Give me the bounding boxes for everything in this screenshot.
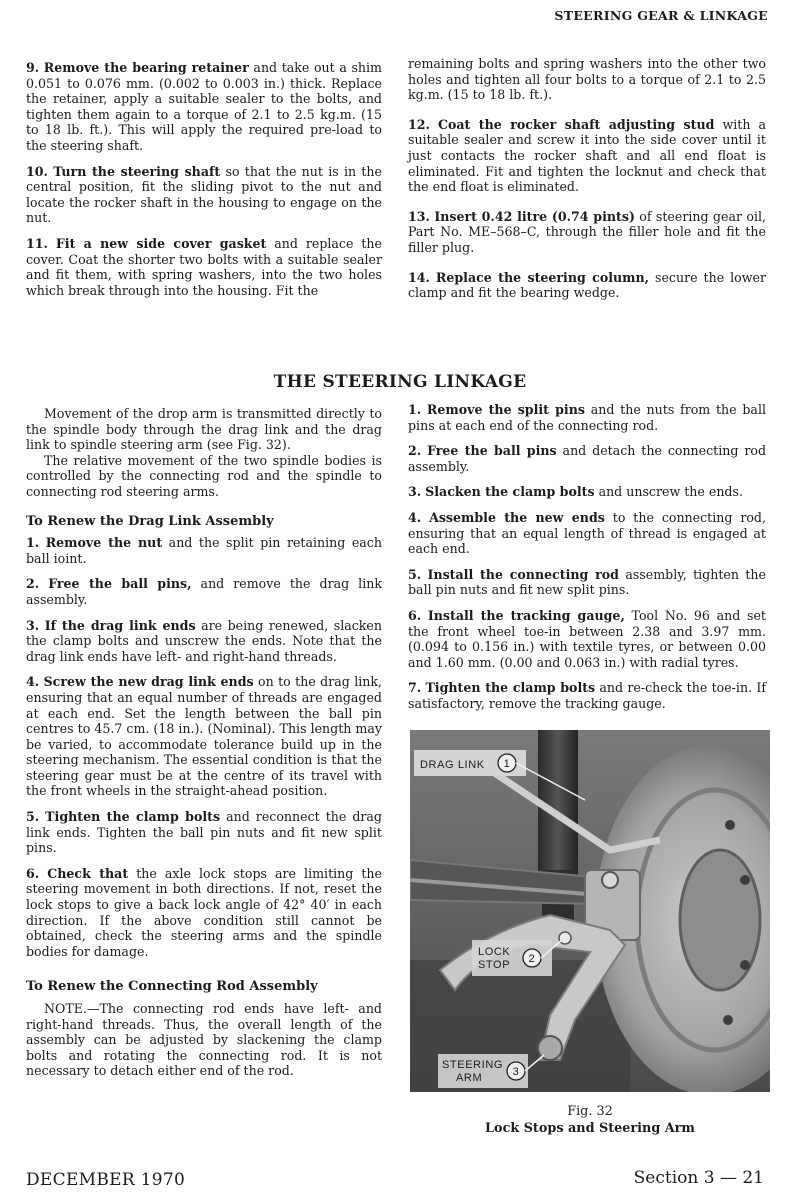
figure-number: Fig. 32 bbox=[567, 1104, 613, 1119]
callout-lock-stop-label-1: LOCK bbox=[478, 946, 511, 958]
step-13: 13. Insert 0.42 litre (0.74 pints) of steering gear oil, Part No. ME–568–C, through the filler hole and fit the filler plug. bbox=[408, 208, 766, 255]
callout-drag-link-label: DRAG LINK bbox=[420, 759, 485, 771]
connecting-rod-step-4: 4. Assemble the new ends to the connecting rod, ensuring that an equal length of thread is engaged at each end. bbox=[408, 509, 767, 557]
connecting-rod-step-5: 5. Install the connecting rod assembly, tighten the ball pin nuts and fit new split pins. bbox=[408, 566, 766, 598]
wheel-stud-2 bbox=[740, 875, 750, 885]
lock-stop-bolt bbox=[559, 932, 571, 944]
connecting-rod-step-6: 6. Install the tracking gauge, Tool No. 96 and set the front wheel toe-in between 2.38 and 3.97 mm. (0.094 to 0.156 in.) with textile tyres, or between 0.00 and 1.60 mm. (0.00 and 0.063 in.) with radial tyres. bbox=[408, 607, 766, 670]
step-10: 10. Turn the steering shaft so that the nut is in the central position, fit the sliding pivot to the nut and locate the rocker shaft in the housing to engage on the nut. bbox=[26, 163, 382, 226]
callout-lock-stop-label-2: STOP bbox=[478, 959, 511, 971]
footer-date: DECEMBER 1970 bbox=[26, 1170, 186, 1190]
callout-steering-arm-label-2: ARM bbox=[456, 1072, 483, 1084]
drag-link-step-5: 5. Tighten the clamp bolts and reconnect the drag link ends. Tighten the ball pin nuts and fit new split pins. bbox=[26, 809, 382, 856]
figure-32-photo bbox=[410, 730, 770, 1092]
drag-link-step-6: 6. Check that the axle lock stops are limiting the steering movement in both directions. If not, reset the lock stops to give a back lock angle of 42° 40′ in each direction. If the above condition still cannot be obtained, check the steering arms and the spindle bodies for damage. bbox=[26, 865, 382, 959]
callout-1-number: 1 bbox=[503, 758, 511, 770]
footer-section: Section 3 — 21 bbox=[633, 1168, 764, 1188]
drag-link-step-3: 3. If the drag link ends are being renewed, slacken the clamp bolts and unscrew the ends. Note that the drag link ends have left- and right-hand threads. bbox=[26, 617, 382, 664]
step-12: 12. Coat the rocker shaft adjusting stud with a suitable sealer and screw it into the side cover until it just contacts the rocker shaft and all end float is eliminated. Fit and tighten the locknut and check that the end float is eliminated. bbox=[408, 116, 766, 195]
connecting-rod-step-3: 3. Slacken the clamp bolts and unscrew the ends. bbox=[408, 484, 743, 500]
connecting-rod-step-7: 7. Tighten the clamp bolts and re-check the toe-in. If satisfactory, remove the tracking gauge. bbox=[408, 680, 766, 711]
step-11-continuation: remaining bolts and spring washers into the other two holes and tighten all four bolts to a torque of 2.1 to 2.5 kg.m. (15 to 18 lb. ft.). bbox=[408, 56, 766, 103]
drag-link-step-4: 4. Screw the new drag link ends on to the drag link, ensuring that an equal number of threads are engaged at each end. Set the length between the ball pin centres to 45.7 cm. (18 in.). (Nominal). This length may be varied, to accommodate tolerance build up in the steering mechanism. The essential condition is that the steering gear must be at the centre of its travel with the front wheels in the straight-ahead position. bbox=[26, 674, 382, 799]
intro-paragraph-1: Movement of the drop arm is transmitted directly to the spindle body through the drag link and the drag link to spindle steering arm (see Fig. 32). bbox=[26, 406, 382, 453]
callout-2-number: 2 bbox=[528, 953, 536, 965]
figure-caption bbox=[410, 1103, 770, 1137]
knuckle-bolt bbox=[602, 872, 618, 888]
connecting-rod-step-2: 2. Free the ball pins and detach the connecting rod assembly. bbox=[408, 443, 767, 474]
figure-title: Lock Stops and Steering Arm bbox=[485, 1121, 695, 1136]
connecting-rod-note: NOTE.—The connecting rod ends have left- and right-hand threads. Thus, the overall length of the assembly can be adjusted by slackening the clamp bolts and rotating the connecting rod. It is not necessary to detach either end of the rod. bbox=[26, 1001, 382, 1079]
wheel-stud-1 bbox=[725, 820, 735, 830]
callout-steering-arm-label-1: STEERING bbox=[442, 1059, 504, 1071]
drag-link-heading: To Renew the Drag Link Assembly bbox=[26, 513, 274, 529]
wheel-stud-3 bbox=[740, 960, 750, 970]
step-14: 14. Replace the steering column, secure the lower clamp and fit the bearing wedge. bbox=[408, 269, 766, 301]
callout-3-number: 3 bbox=[512, 1066, 520, 1078]
running-head: STEERING GEAR & LINKAGE bbox=[554, 8, 768, 23]
step-11: 11. Fit a new side cover gasket and replace the cover. Coat the shorter two bolts with a suitable sealer and fit them, with spring washers, into the two holes which break through into the housing. Fit the bbox=[26, 235, 382, 298]
drag-link-step-2: 2. Free the ball pins, and remove the drag link assembly. bbox=[26, 576, 382, 607]
steering-assembly-illustration bbox=[410, 730, 770, 1092]
drag-link-step-1: 1. Remove the nut and the split pin retaining each ball ioint. bbox=[26, 535, 382, 566]
step-9: 9. Remove the bearing retainer and take out a shim 0.051 to 0.076 mm. (0.002 to 0.003 in.) thick. Replace the retainer, apply a suitable sealer to the bolts, and tighten them again to a torque of 2.1 to 2.5 kg.m. (15 to 18 lb. ft.). This will apply the required pre-load to the steering shaft. bbox=[26, 60, 382, 153]
bottom-right-column bbox=[408, 402, 766, 722]
top-right-column bbox=[408, 56, 766, 311]
section-title: THE STEERING LINKAGE bbox=[273, 372, 527, 392]
connecting-rod-heading: To Renew the Connecting Rod Assembly bbox=[26, 979, 318, 995]
top-left-column bbox=[26, 60, 382, 308]
connecting-rod-step-1: 1. Remove the split pins and the nuts from the ball pins at each end of the connecting rod. bbox=[408, 402, 766, 433]
wheel-stud-4 bbox=[723, 1015, 733, 1025]
bottom-left-column bbox=[26, 406, 382, 1079]
intro-paragraph-2: The relative movement of the two spindle bodies is controlled by the connecting rod and the spindle to connecting rod steering arms. bbox=[26, 452, 382, 499]
callout-lock-stop bbox=[472, 940, 562, 976]
